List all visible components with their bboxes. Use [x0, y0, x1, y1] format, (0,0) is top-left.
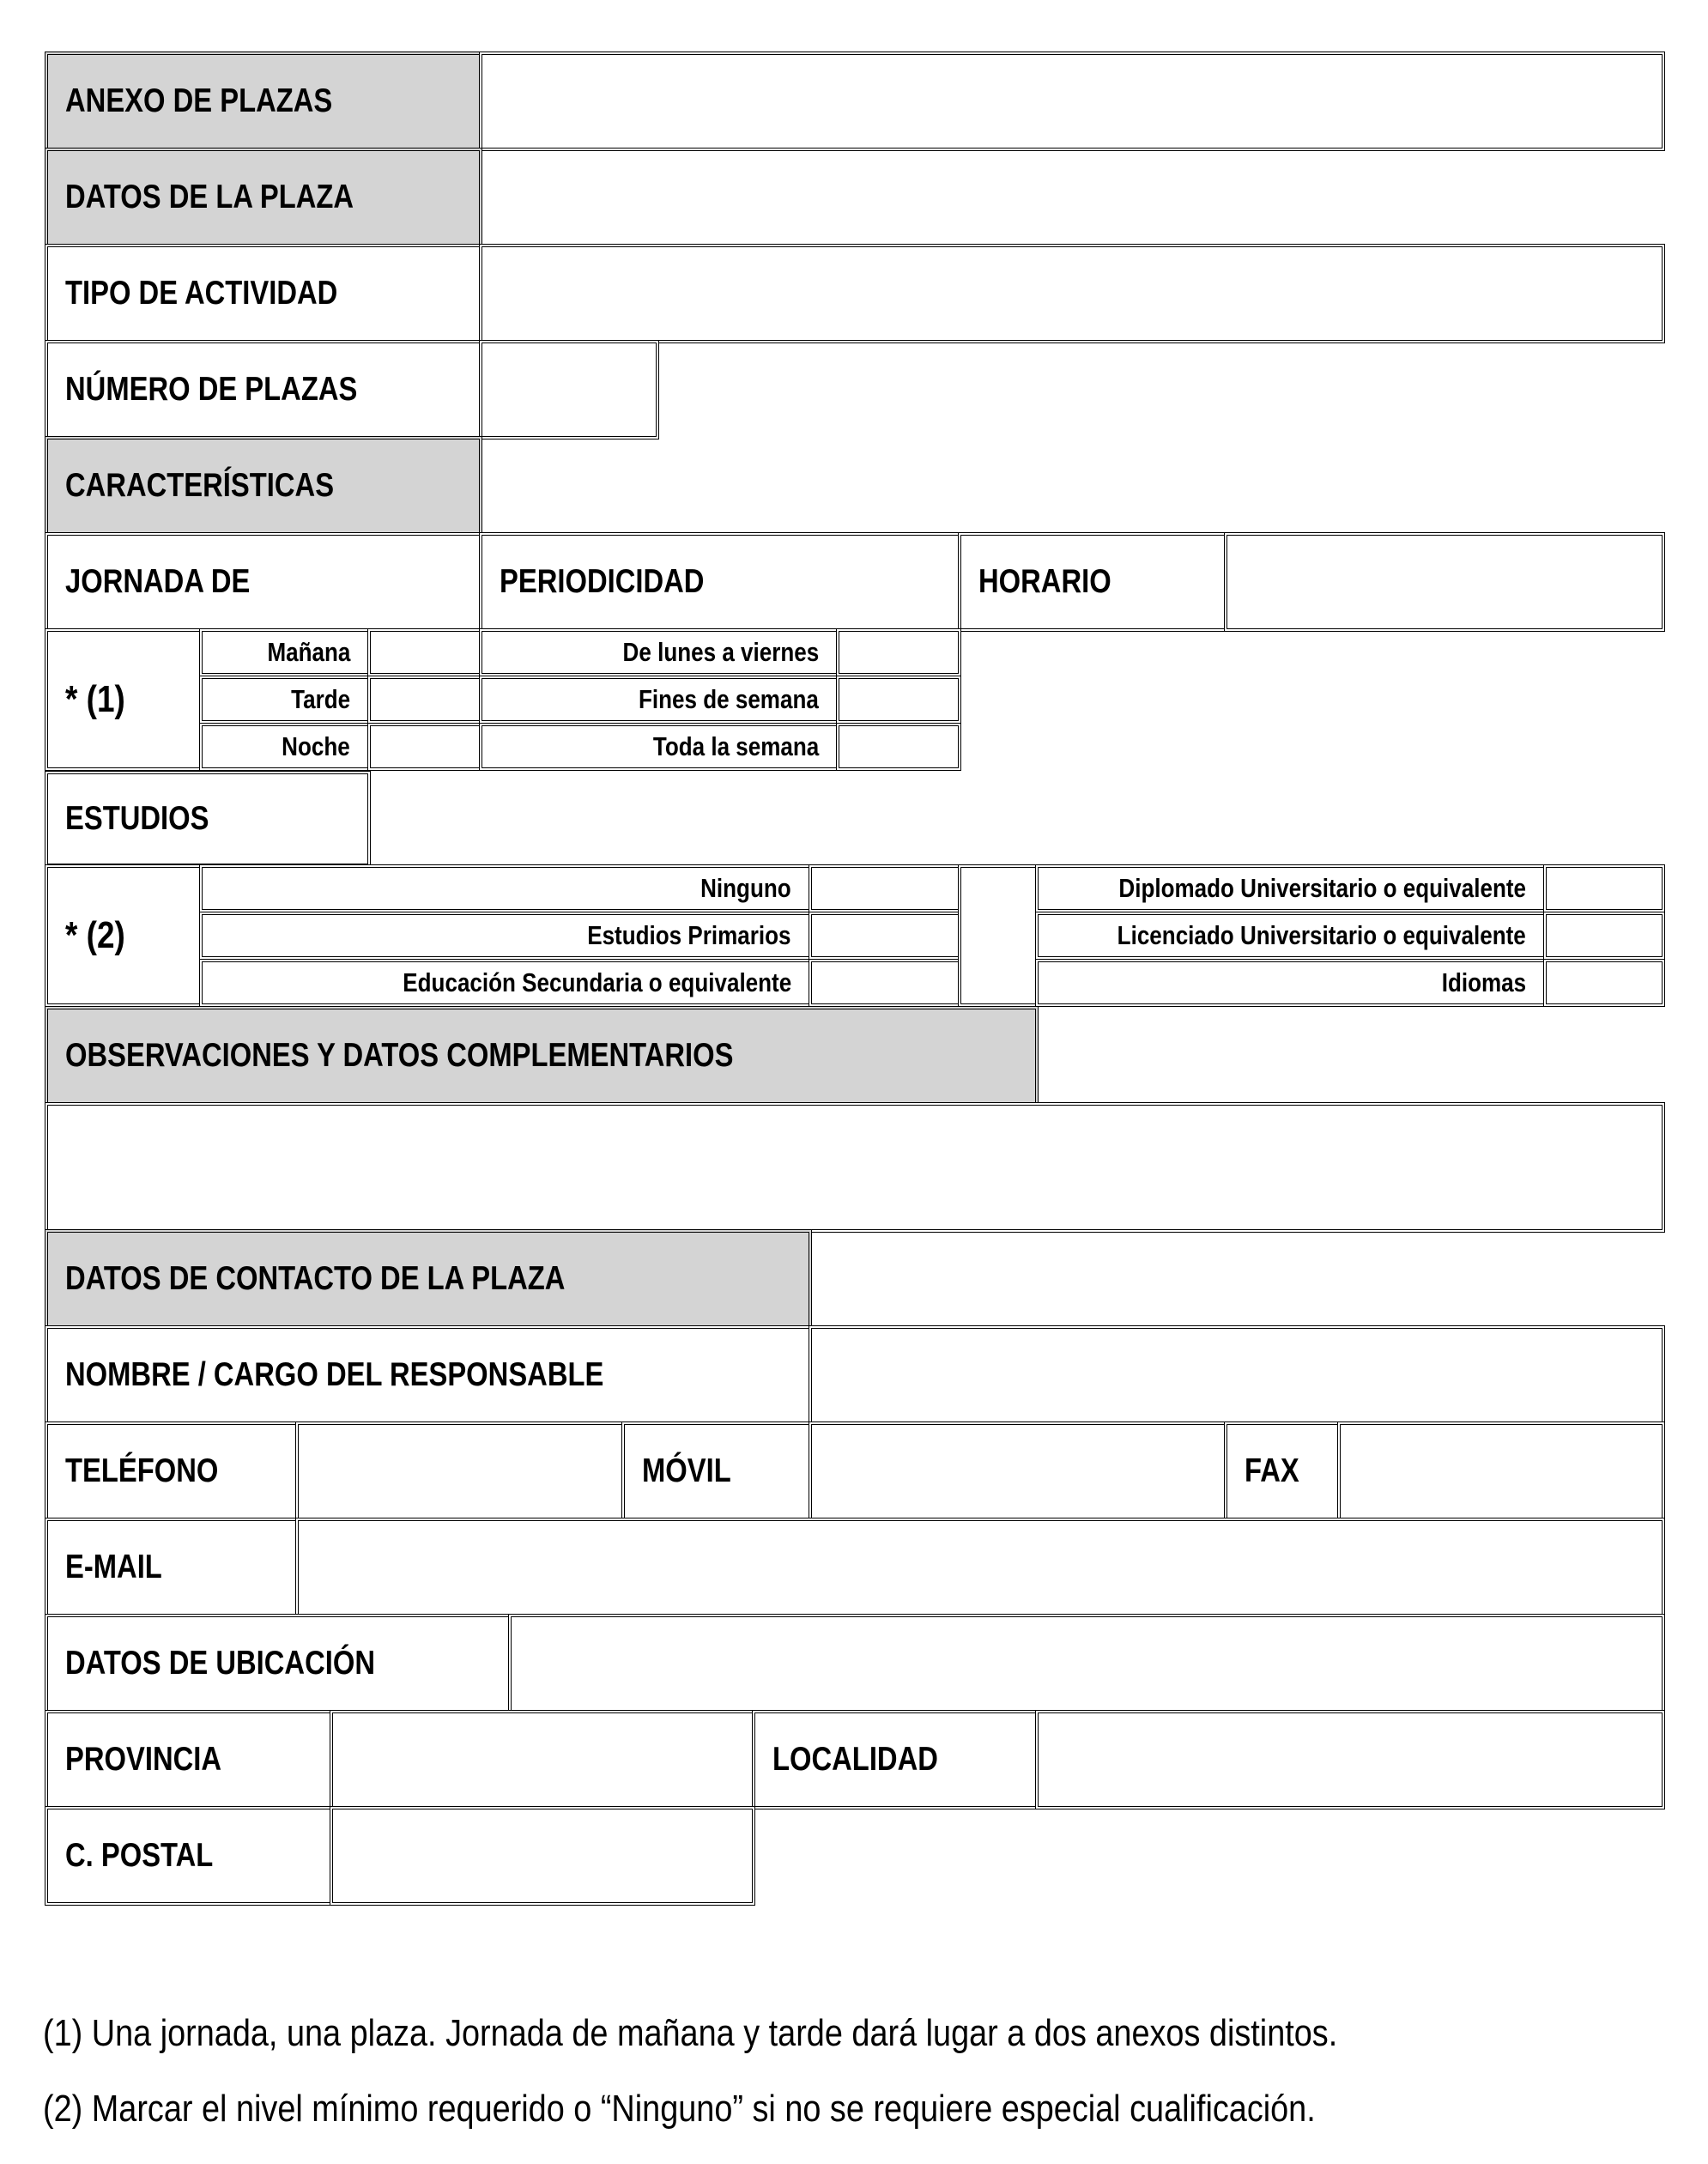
estudios-option-label: Estudios Primarios	[199, 912, 812, 960]
jornada-manana-checkbox[interactable]	[367, 628, 482, 676]
movil-field[interactable]	[809, 1421, 1227, 1521]
provincia-label: PROVINCIA	[45, 1710, 333, 1809]
tipo-actividad-label: TIPO DE ACTIVIDAD	[45, 244, 482, 343]
estudios-option-label: Diplomado Universitario o equivalente	[1035, 864, 1547, 912]
numero-plazas-label: NÚMERO DE PLAZAS	[45, 340, 482, 439]
periodicidad-option-label: Fines de semana	[479, 676, 839, 724]
email-label: E-MAIL	[45, 1518, 299, 1617]
datos-plaza-label: DATOS DE LA PLAZA	[45, 148, 482, 247]
periodicidad-label: PERIODICIDAD	[479, 532, 961, 632]
tipo-actividad-field[interactable]	[479, 244, 1665, 343]
note1-marker: * (1)	[45, 628, 203, 771]
note2-marker: * (2)	[45, 864, 203, 1007]
responsable-field[interactable]	[809, 1325, 1665, 1425]
estudios-option-label: Idiomas	[1035, 959, 1547, 1007]
movil-label: MÓVIL	[621, 1421, 812, 1521]
jornada-option-label: Noche	[199, 723, 371, 771]
jornada-noche-checkbox[interactable]	[367, 723, 482, 771]
telefono-field[interactable]	[295, 1421, 625, 1521]
estudios-option-label: Ninguno	[199, 864, 812, 912]
estudios-primarios-checkbox[interactable]	[809, 912, 961, 960]
estudios-option-label: Educación Secundaria o equivalente	[199, 959, 812, 1007]
estudios-label: ESTUDIOS	[45, 771, 371, 867]
periodicidad-toda-semana-checkbox[interactable]	[836, 723, 961, 771]
jornada-tarde-checkbox[interactable]	[367, 676, 482, 724]
provincia-field[interactable]	[330, 1710, 755, 1809]
ubicacion-label: DATOS DE UBICACIÓN	[45, 1614, 512, 1713]
email-field[interactable]	[295, 1518, 1665, 1617]
periodicidad-option-label: De lunes a viernes	[479, 628, 839, 676]
caracteristicas-label: CARACTERÍSTICAS	[45, 436, 482, 536]
observaciones-field[interactable]	[45, 1102, 1665, 1233]
postal-label: C. POSTAL	[45, 1806, 333, 1906]
jornada-label: JORNADA DE	[45, 532, 482, 632]
periodicidad-lunes-viernes-checkbox[interactable]	[836, 628, 961, 676]
telefono-label: TELÉFONO	[45, 1421, 299, 1521]
estudios-diplomado-checkbox[interactable]	[1543, 864, 1665, 912]
responsable-label: NOMBRE / CARGO DEL RESPONSABLE	[45, 1325, 812, 1425]
footnote-2: (2) Marcar el nivel mínimo requerido o “Ninguno” si no se requiere especial cualificación.	[43, 2088, 1316, 2130]
estudios-option-label: Licenciado Universitario o equivalente	[1035, 912, 1547, 960]
anexo-field[interactable]	[479, 52, 1665, 151]
jornada-option-label: Tarde	[199, 676, 371, 724]
estudios-secundaria-checkbox[interactable]	[809, 959, 961, 1007]
estudios-ninguno-checkbox[interactable]	[809, 864, 961, 912]
horario-label: HORARIO	[958, 532, 1227, 632]
observaciones-label: OBSERVACIONES Y DATOS COMPLEMENTARIOS	[45, 1006, 1039, 1106]
jornada-option-label: Mañana	[199, 628, 371, 676]
footnote-1: (1) Una jornada, una plaza. Jornada de mañana y tarde dará lugar a dos anexos distintos.	[43, 2012, 1338, 2054]
localidad-label: LOCALIDAD	[752, 1710, 1039, 1809]
estudios-separator-cell	[958, 864, 1039, 1007]
fax-label: FAX	[1224, 1421, 1341, 1521]
horario-field[interactable]	[1224, 532, 1665, 632]
contacto-label: DATOS DE CONTACTO DE LA PLAZA	[45, 1229, 812, 1329]
periodicidad-fines-semana-checkbox[interactable]	[836, 676, 961, 724]
periodicidad-option-label: Toda la semana	[479, 723, 839, 771]
estudios-idiomas-checkbox[interactable]	[1543, 959, 1665, 1007]
estudios-licenciado-checkbox[interactable]	[1543, 912, 1665, 960]
postal-field[interactable]	[330, 1806, 755, 1906]
anexo-label: ANEXO DE PLAZAS	[45, 52, 482, 151]
fax-field[interactable]	[1337, 1421, 1665, 1521]
localidad-field[interactable]	[1035, 1710, 1665, 1809]
numero-plazas-field[interactable]	[479, 340, 659, 439]
ubicacion-field[interactable]	[508, 1614, 1665, 1713]
